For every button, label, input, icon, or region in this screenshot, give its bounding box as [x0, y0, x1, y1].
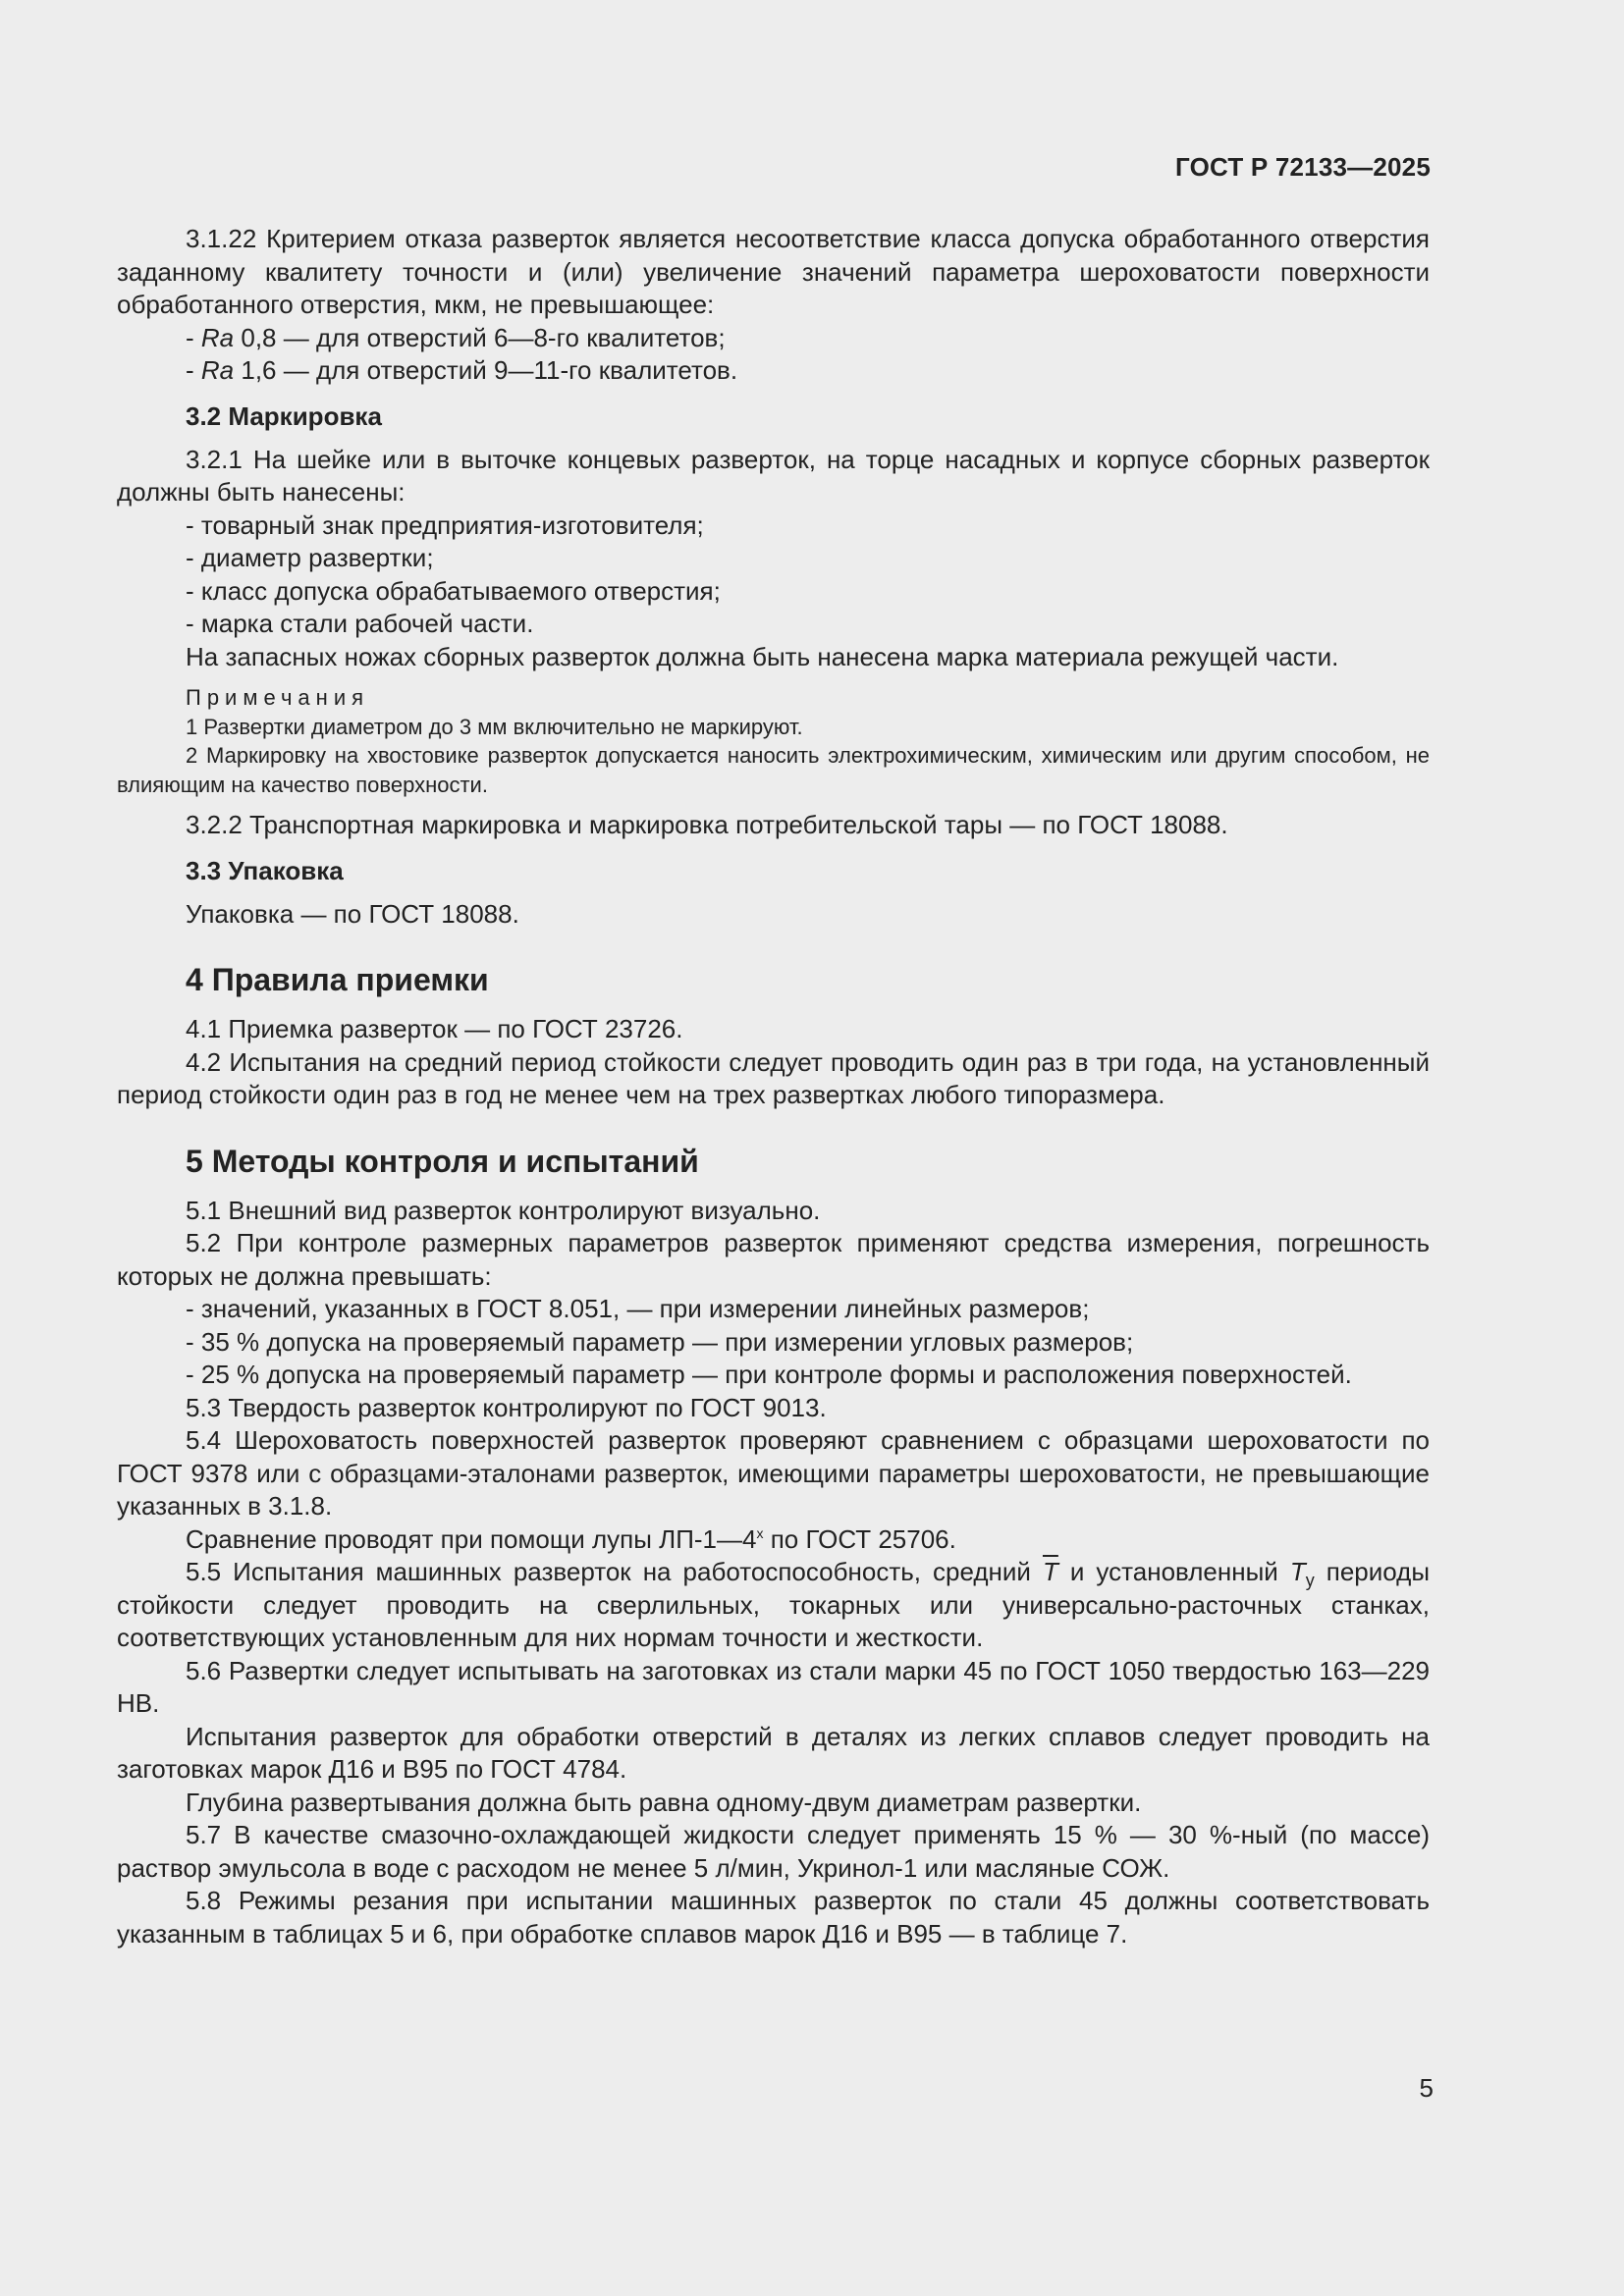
clause-3-1-22: 3.1.22 Критерием отказа разверток является несоответствие класса допуска обработанного отверстия заданному квалитету точности и (или) увеличение значений параметра шероховатости поверхности обработанного отверстия, мкм, не превышающее: [117, 224, 1430, 319]
list-item: - класс допуска обрабатываемого отверстия; [186, 575, 721, 606]
page-content [117, 223, 1430, 1950]
clause-5-3: 5.3 Твердость разверток контролируют по ГОСТ 9013. [186, 1392, 827, 1422]
clause-3-2-1-knives: На запасных ножах сборных разверток должна быть нанесена марка материала режущей части. [186, 641, 1339, 671]
section-heading-3-3: 3.3 Упаковка [186, 855, 344, 885]
clause-5-6: 5.6 Развертки следует испытывать на заготовках из стали марки 45 по ГОСТ 1050 твердостью 163—229 НВ. [117, 1655, 1430, 1718]
list-item: - диаметр развертки; [186, 543, 434, 572]
list-item: - марка стали рабочей части. [186, 609, 534, 638]
list-item: - 25 % допуска на проверяемый параметр — при контроле формы и расположения поверхностей. [186, 1360, 1352, 1389]
clause-5-1: 5.1 Внешний вид разверток контролируют визуально. [186, 1195, 821, 1225]
section-heading-3-2: 3.2 Маркировка [186, 400, 382, 431]
clause-5-8: 5.8 Режимы резания при испытании машинных разверток по стали 45 должны соответствовать указанным в таблицах 5 и 6, при обработке сплавов марок Д16 и В95 — в таблице 7. [117, 1886, 1430, 1949]
list-item: - значений, указанных в ГОСТ 8.051, — при измерении линейных размеров; [186, 1294, 1090, 1323]
note-1: 1 Развертки диаметром до 3 мм включительно не маркируют. [186, 714, 803, 739]
clause-5-2: 5.2 При контроле размерных параметров разверток применяют средства измерения, погрешность которых не должна превышать: [117, 1228, 1430, 1291]
clause-5-6-alloys: Испытания разверток для обработки отверстий в деталях из легких сплавов следует проводить на заготовках марок Д16 и В95 по ГОСТ 4784. [117, 1721, 1430, 1784]
list-item: - Ra 1,6 — для отверстий 9—11-го квалитетов. [186, 355, 738, 385]
clause-4-1: 4.1 Приемка разверток — по ГОСТ 23726. [186, 1014, 683, 1043]
list-item: - товарный знак предприятия-изготовителя; [186, 509, 704, 540]
section-heading-4: 4 Правила приемки [186, 962, 489, 997]
clause-5-7: 5.7 В качестве смазочно-охлаждающей жидкости следует применять 15 % — 30 %-ный (по массе) раствор эмульсола в воде с расходом не менее 5 л/мин, Укринол-1 или масляные СОЖ. [117, 1820, 1430, 1883]
clause-3-3: Упаковка — по ГОСТ 18088. [186, 898, 519, 929]
clause-5-5: 5.5 Испытания машинных разверток на работоспособность, средний $\overline{T}$ и установленный $T_у$ периоды стойкости следует проводить на сверлильных, токарных или универсально-расточных станках, соответствующих установленным для них нормам точности и жесткости. [117, 1557, 1431, 1652]
note-2: 2 Маркировку на хвостовике разверток допускается наносить электрохимическим, химическим или другим способом, не влияющим на качество поверхности. [117, 743, 1430, 797]
clause-5-6-depth: Глубина развертывания должна быть равна одному-двум диаметрам развертки. [186, 1787, 1142, 1817]
clause-5-4: 5.4 Шероховатость поверхностей разверток проверяют сравнением с образцами шероховатости по ГОСТ 9378 или с образцами-эталонами разверток, имеющими параметры шероховатости, не превышающие указанных в 3.1.8. [117, 1425, 1430, 1521]
list-item: - Ra 0,8 — для отверстий 6—8-го квалитетов; [186, 322, 726, 352]
clause-3-2-2: 3.2.2 Транспортная маркировка и маркировка потребительской тары — по ГОСТ 18088. [186, 810, 1228, 839]
notes-block [117, 683, 1430, 799]
clause-5-4-magnifier: Сравнение проводят при помощи лупы $ЛП-1—4^х$ по ГОСТ 25706. [186, 1523, 956, 1554]
list-item: - 35 % допуска на проверяемый параметр — при измерении угловых размеров; [186, 1326, 1134, 1357]
page-number: 5 [1419, 2073, 1434, 2103]
section-heading-5: 5 Методы контроля и испытаний [186, 1143, 699, 1179]
document-number: ГОСТ Р 72133—2025 [1175, 152, 1431, 182]
notes-title: Примечания [186, 685, 370, 710]
clause-3-2-1: 3.2.1 На шейке или в выточке концевых разверток, на торце насадных и корпусе сборных разверток должны быть нанесены: [117, 444, 1430, 507]
clause-4-2: 4.2 Испытания на средний период стойкости следует проводить один раз в три года, на установленный период стойкости один раз в год не менее чем на трех развертках любого типоразмера. [117, 1046, 1430, 1109]
